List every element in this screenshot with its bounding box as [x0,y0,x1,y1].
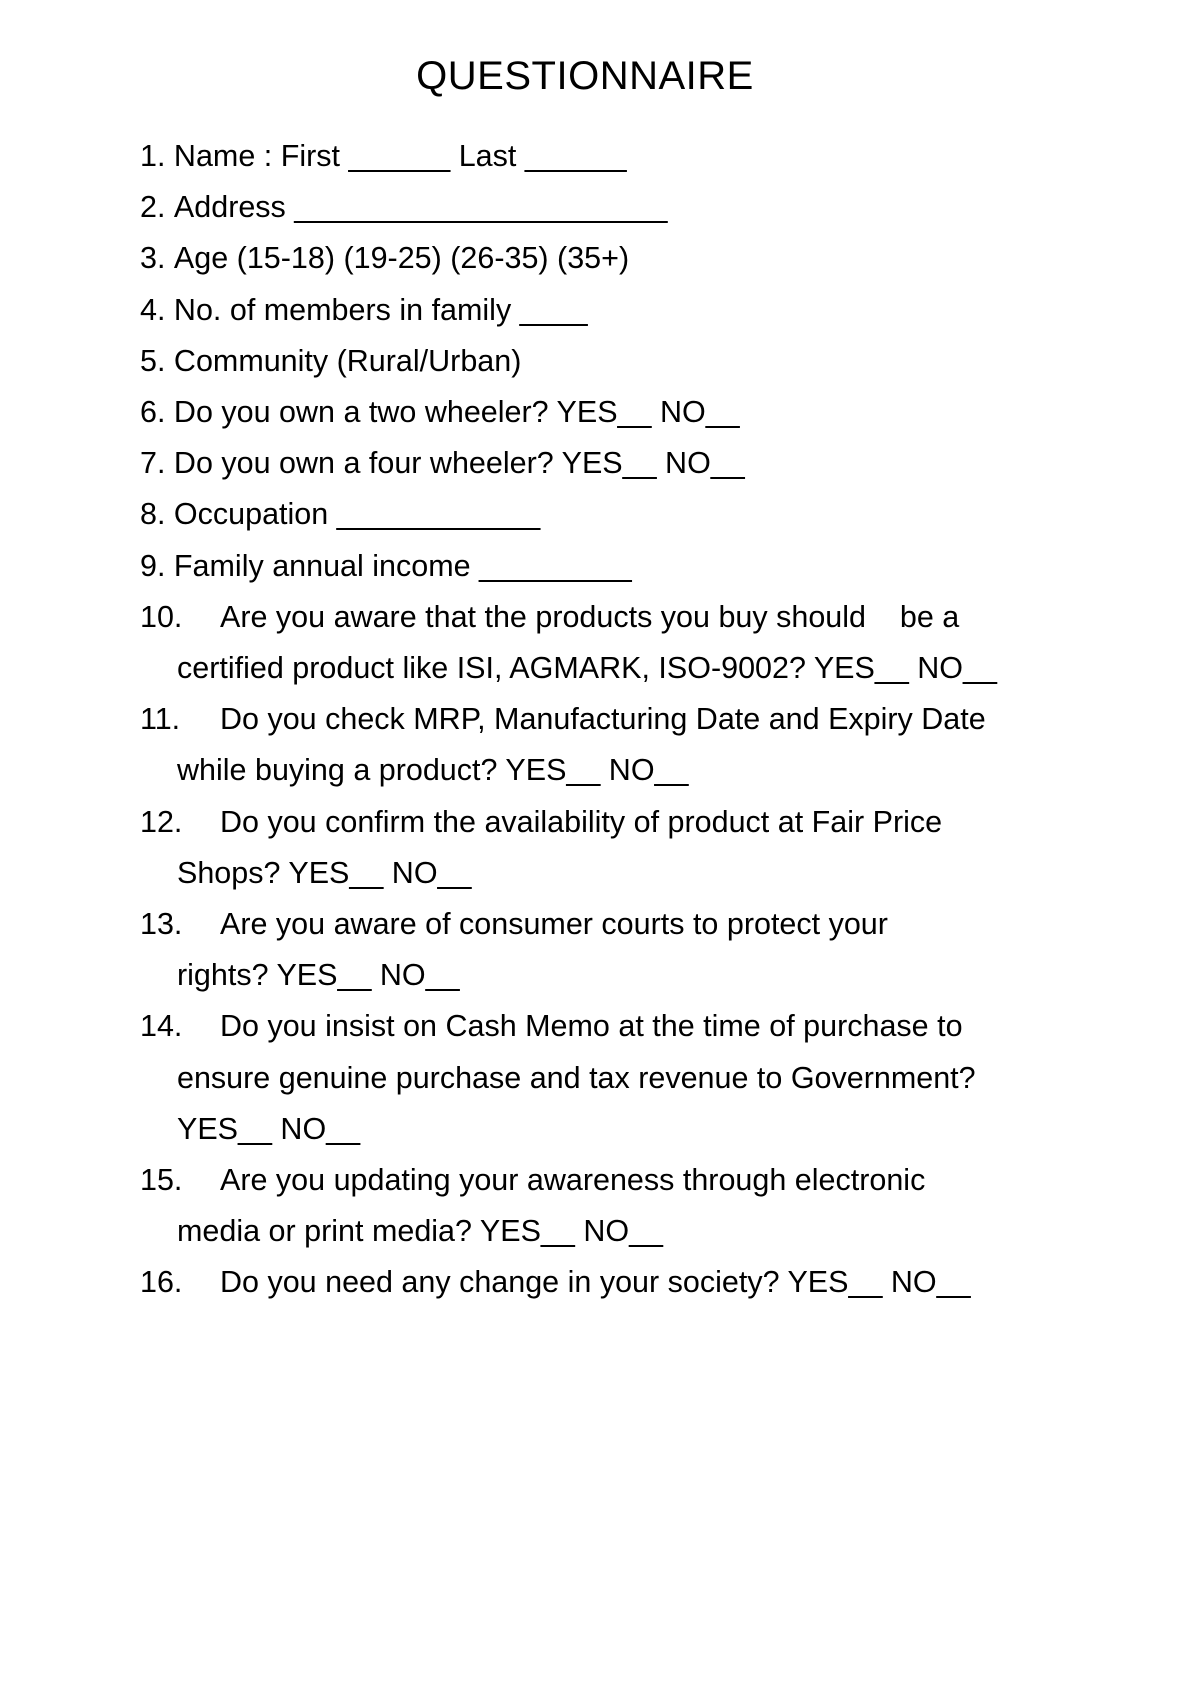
question-list [140,131,1100,1309]
question-number: 2. [140,190,166,225]
question-item-3 [140,233,1100,284]
document-title: QUESTIONNAIRE [416,54,754,98]
question-text: Name : First ______ Last ______ [173,139,627,173]
question-text [177,797,1100,899]
question-line: while buying a product? YES__ NO__ [177,753,689,788]
question-number: 9. [140,548,166,583]
question-line: certified product like ISI, AGMARK, ISO-9002? YES__ NO__ [177,651,997,686]
question-text [220,1257,1100,1308]
question-item-15 [140,1155,1100,1257]
question-item-14 [140,1001,1100,1155]
question-number: 10. [140,599,183,634]
question-item-16 [140,1257,1100,1308]
question-number: 15. [140,1163,183,1198]
question-line: Are you aware that the products you buy should be a [220,599,960,634]
question-text: Age (15-18) (19-25) (26-35) (35+) [173,241,630,276]
question-text: Occupation ____________ [173,497,541,532]
question-item-7 [140,438,1100,489]
question-text [177,1155,1100,1257]
question-line: Are you updating your awareness through electronic [220,1163,926,1198]
question-text: Community (Rural/Urban) [173,343,522,378]
question-line: Do you check MRP, Manufacturing Date and Expiry Date [220,702,986,737]
question-number: 7. [140,446,166,481]
question-line: Do you confirm the availability of product at Fair Price [220,804,943,839]
question-number: 12. [140,804,183,839]
question-line: rights? YES__ NO__ [177,958,460,993]
question-number: 14. [140,1009,183,1044]
question-text [177,694,1100,796]
question-item-4 [140,285,1100,336]
question-text: Do you own a two wheeler? YES__ NO__ [173,395,740,430]
question-number: 3. [140,241,166,276]
question-text [177,1001,1100,1155]
question-line: Do you need any change in your society? YES__ NO__ [220,1265,971,1300]
question-text: No. of members in family ____ [173,292,588,327]
question-line: ensure genuine purchase and tax revenue to Government? [177,1060,976,1095]
question-number: 8. [140,497,166,532]
question-item-10 [140,592,1100,694]
question-text: Family annual income _________ [173,548,632,583]
question-item-1 [140,131,1100,182]
question-text [177,899,1100,1001]
question-number: 13. [140,907,183,942]
question-item-11 [140,694,1100,796]
question-line: YES__ NO__ [177,1111,361,1146]
question-text [177,592,1100,694]
question-number: 4. [140,292,166,327]
question-item-12 [140,797,1100,899]
question-number: 5. [140,343,166,378]
question-number: 1. [140,139,166,173]
question-number: 6. [140,395,166,430]
question-line: Do you insist on Cash Memo at the time of purchase to [220,1009,963,1044]
question-number: 16. [140,1265,183,1300]
question-item-5 [140,336,1100,387]
question-item-9 [140,541,1100,592]
question-item-2 [140,182,1100,233]
question-line: Are you aware of consumer courts to protect your [220,907,888,942]
question-item-6 [140,387,1100,438]
question-number: 11. [140,702,181,737]
question-item-13 [140,899,1100,1001]
question-text: Do you own a four wheeler? YES__ NO__ [173,446,745,481]
question-item-8 [140,489,1100,540]
question-text: Address ______________________ [173,190,668,225]
question-line: media or print media? YES__ NO__ [177,1214,664,1249]
question-line: Shops? YES__ NO__ [177,855,472,890]
